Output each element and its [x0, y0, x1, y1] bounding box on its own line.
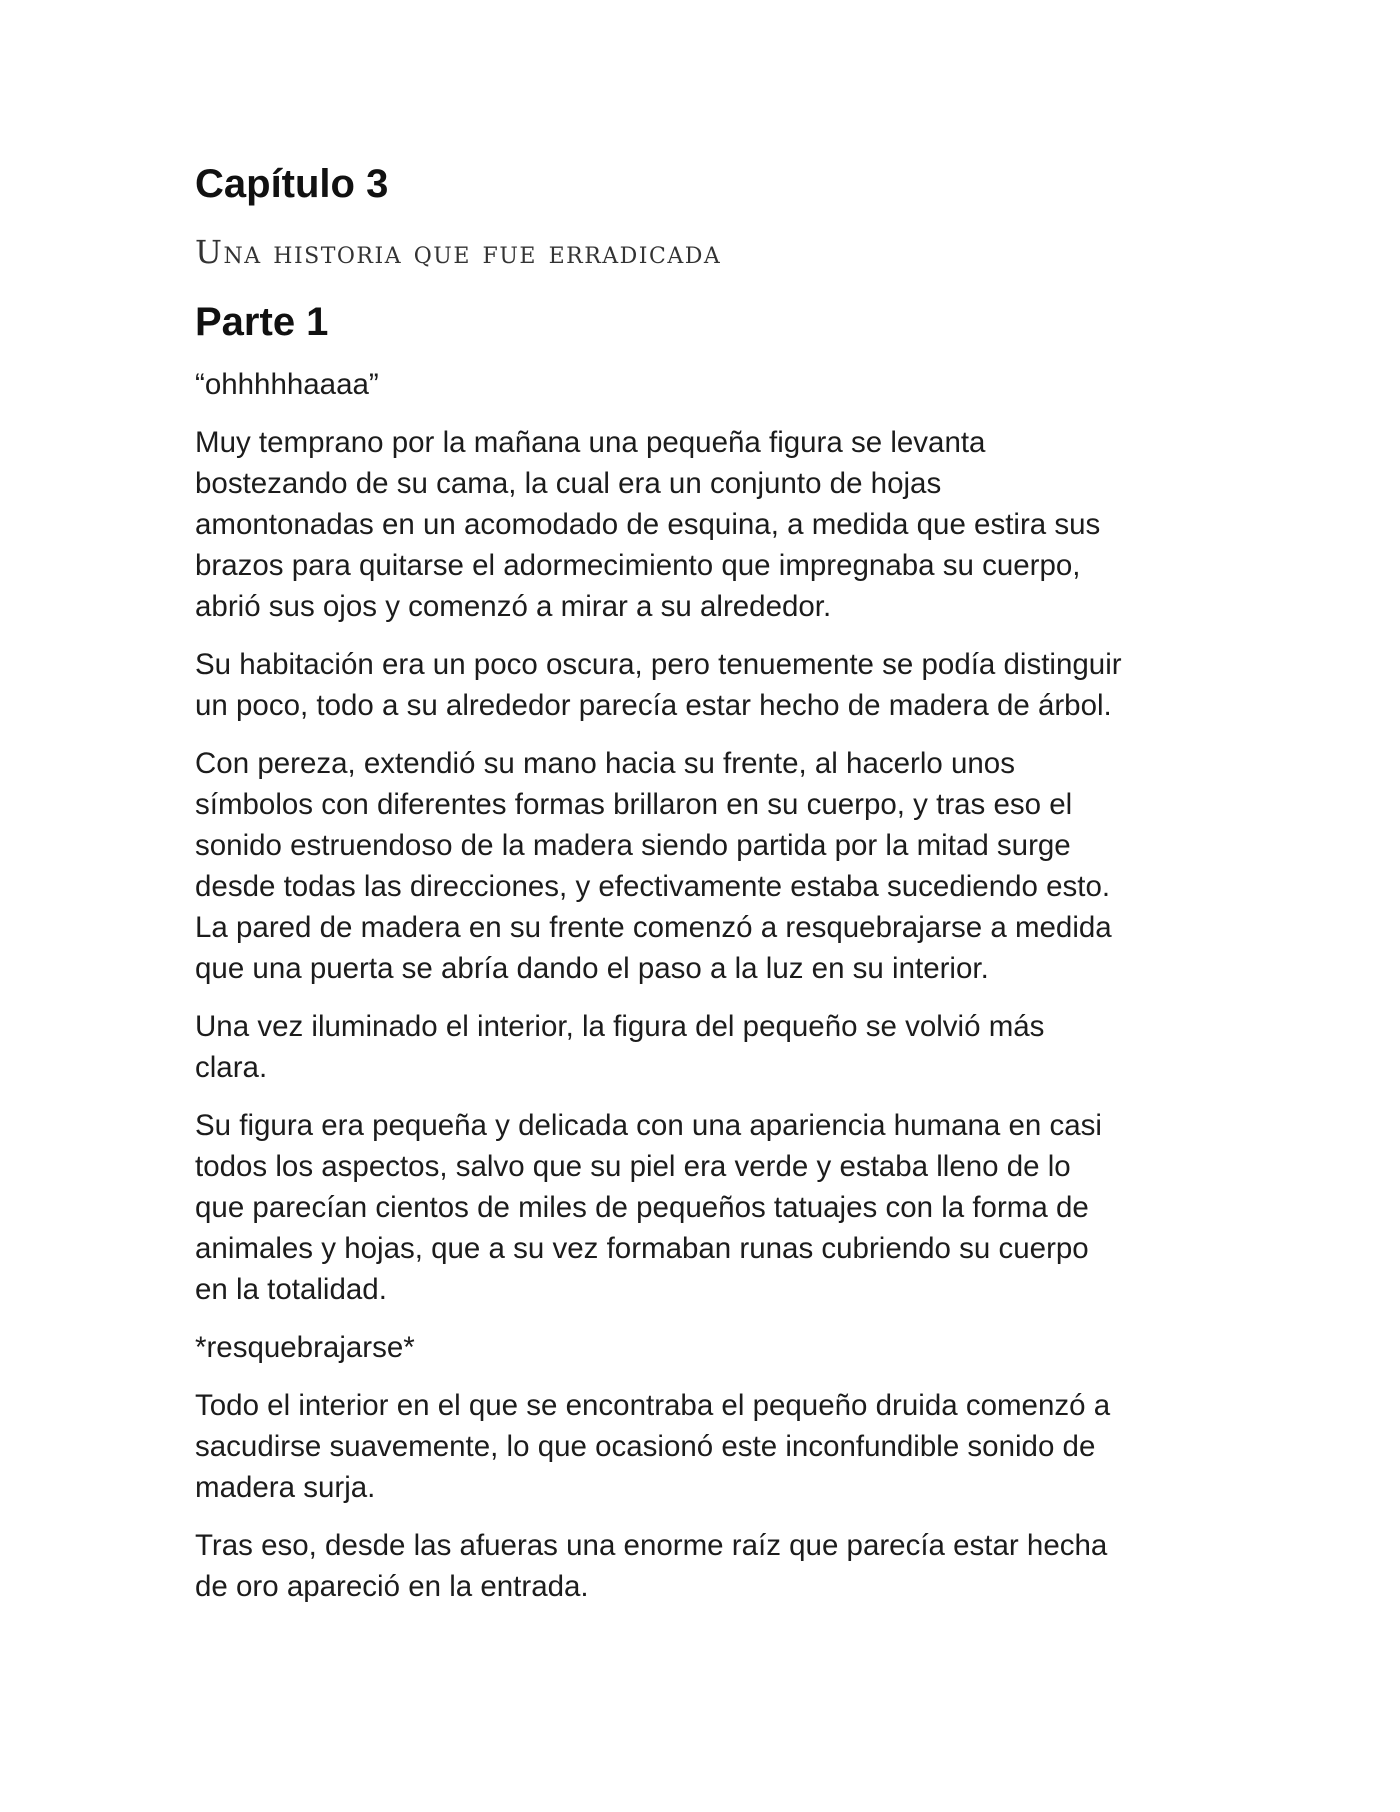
paragraph-line: que parecían cientos de miles de pequeños tatuajes con la forma de — [195, 1191, 1089, 1224]
paragraph-line: un poco, todo a su alrededor parecía estar hecho de madera de árbol. — [195, 689, 1112, 722]
paragraph-1 — [195, 364, 1215, 405]
paragraph-line: Su habitación era un poco oscura, pero tenuemente se podía distinguir — [195, 648, 1122, 681]
paragraph-7 — [195, 1327, 1215, 1368]
paragraph-line: *resquebrajarse* — [195, 1331, 415, 1364]
paragraph-line: Tras eso, desde las afueras una enorme raíz que parecía estar hecha — [195, 1529, 1108, 1562]
paragraph-line: amontonadas en un acomodado de esquina, a medida que estira sus — [195, 508, 1101, 541]
paragraph-line: símbolos con diferentes formas brillaron en su cuerpo, y tras eso el — [195, 788, 1073, 821]
paragraph-9 — [195, 1525, 1215, 1607]
paragraph-line: brazos para quitarse el adormecimiento que impregnaba su cuerpo, — [195, 549, 1081, 582]
paragraph-line: animales y hojas, que a su vez formaban runas cubriendo su cuerpo — [195, 1232, 1089, 1265]
paragraph-line: clara. — [195, 1051, 268, 1084]
paragraph-line: todos los aspectos, salvo que su piel era verde y estaba lleno de lo — [195, 1150, 1071, 1183]
paragraph-line: abrió sus ojos y comenzó a mirar a su alrededor. — [195, 590, 832, 623]
paragraph-line: Todo el interior en el que se encontraba el pequeño druida comenzó a — [195, 1389, 1111, 1422]
paragraph-2 — [195, 422, 1215, 627]
paragraph-5 — [195, 1006, 1215, 1088]
paragraph-line: “ohhhhhaaaa” — [195, 368, 379, 401]
paragraph-line: madera surja. — [195, 1471, 376, 1504]
paragraph-line: en la totalidad. — [195, 1273, 387, 1306]
paragraph-line: sonido estruendoso de la madera siendo partida por la mitad surge — [195, 829, 1071, 862]
chapter-title: Capítulo 3 — [195, 162, 389, 206]
paragraph-8 — [195, 1385, 1215, 1508]
paragraph-line: Una vez iluminado el interior, la figura del pequeño se volvió más — [195, 1010, 1045, 1043]
paragraph-6 — [195, 1105, 1215, 1310]
paragraph-3 — [195, 644, 1215, 726]
paragraph-4 — [195, 743, 1215, 989]
paragraph-line: de oro apareció en la entrada. — [195, 1570, 589, 1603]
part-title: Parte 1 — [195, 300, 329, 344]
paragraph-line: La pared de madera en su frente comenzó a resquebrajarse a medida — [195, 911, 1112, 944]
paragraph-line: Su figura era pequeña y delicada con una apariencia humana en casi — [195, 1109, 1102, 1142]
paragraph-line: desde todas las direcciones, y efectivamente estaba sucediendo esto. — [195, 870, 1111, 903]
document-page — [195, 160, 1215, 1624]
chapter-subtitle: Una historia que fue erradicada — [195, 233, 722, 271]
paragraph-line: Muy temprano por la mañana una pequeña figura se levanta — [195, 426, 986, 459]
paragraph-line: sacudirse suavemente, lo que ocasionó este inconfundible sonido de — [195, 1430, 1096, 1463]
body-text — [195, 364, 1215, 1607]
paragraph-line: Con pereza, extendió su mano hacia su frente, al hacerlo unos — [195, 747, 1015, 780]
paragraph-line: que una puerta se abría dando el paso a la luz en su interior. — [195, 952, 989, 985]
paragraph-line: bostezando de su cama, la cual era un conjunto de hojas — [195, 467, 942, 500]
